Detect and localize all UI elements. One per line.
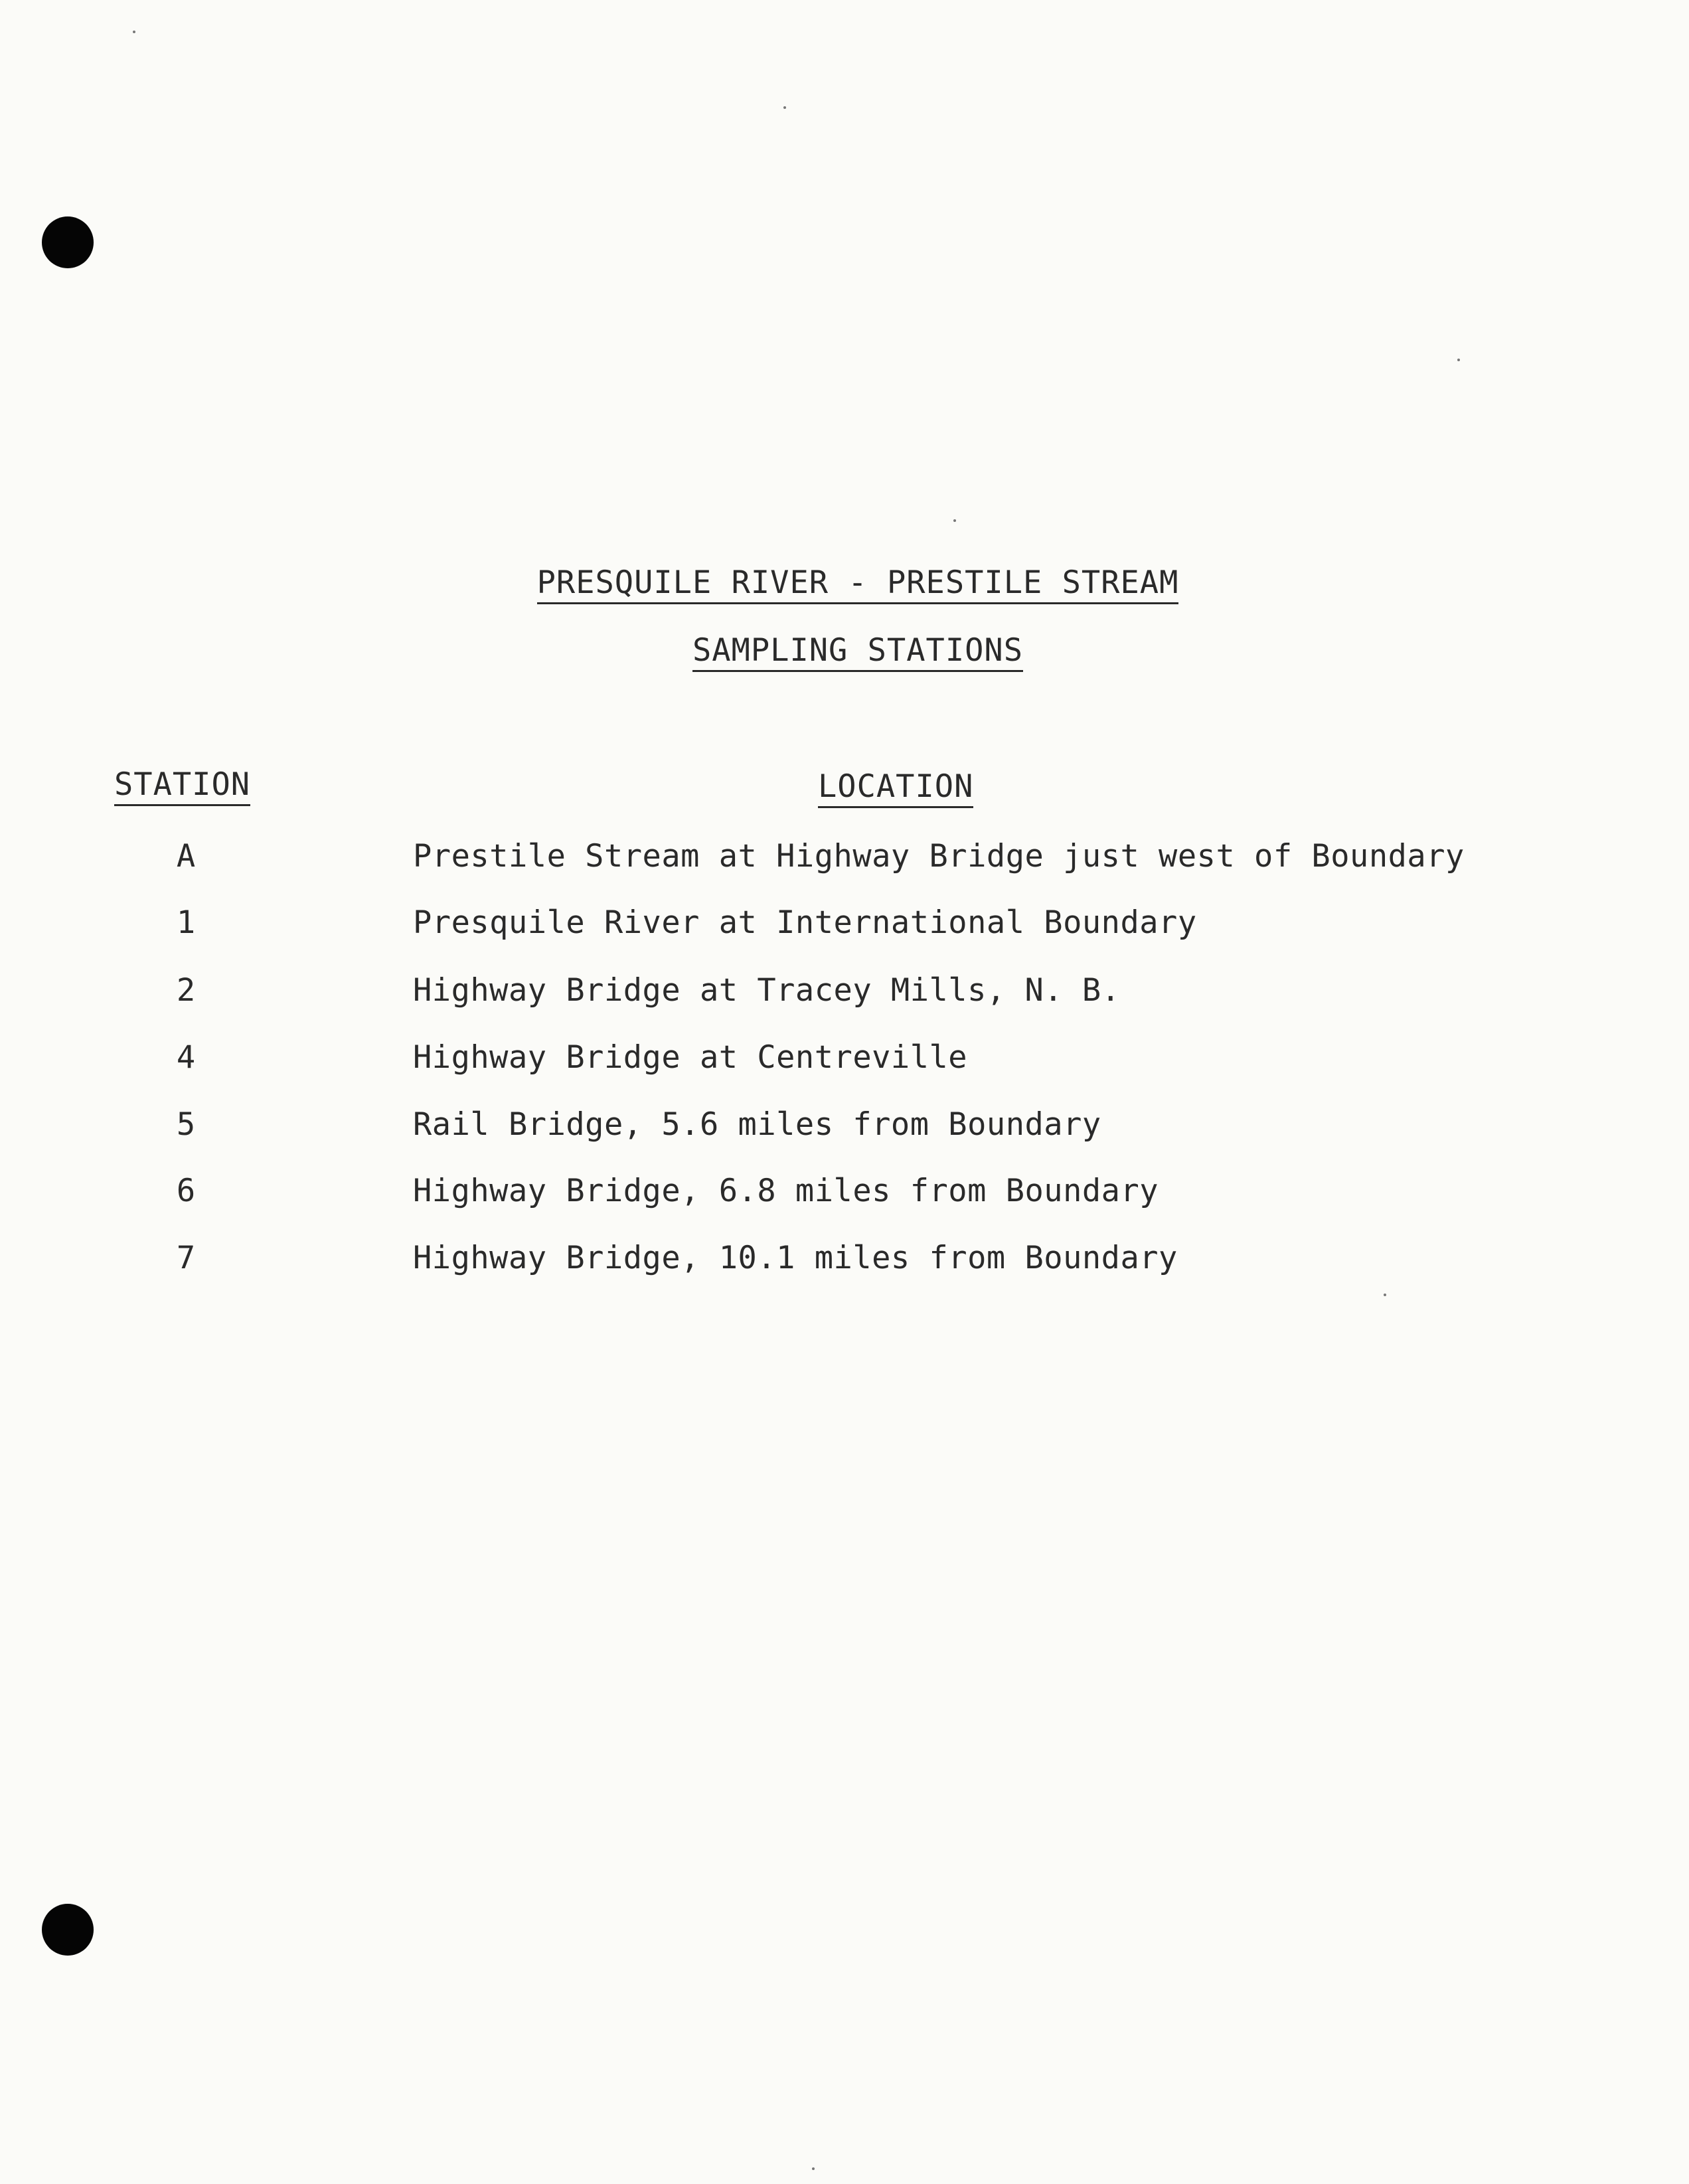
scan-speck	[1457, 359, 1460, 361]
station-id: 5	[176, 1106, 196, 1143]
table-row	[0, 1237, 1689, 1280]
station-location: Highway Bridge at Tracey Mills, N. B.	[413, 972, 1121, 1009]
table-row	[0, 1104, 1689, 1146]
station-location: Rail Bridge, 5.6 miles from Boundary	[413, 1106, 1101, 1143]
location-column-header: LOCATION	[818, 767, 973, 807]
station-id: 1	[176, 904, 196, 941]
station-id: 6	[176, 1173, 196, 1209]
scan-speck	[812, 2167, 815, 2170]
table-row	[0, 1170, 1689, 1213]
scan-speck	[1384, 1294, 1386, 1296]
document-subtitle-text: SAMPLING STATIONS	[692, 632, 1023, 672]
document-subtitle	[13, 631, 1689, 671]
station-id: 2	[176, 972, 196, 1009]
scan-speck	[783, 106, 786, 109]
table-row	[0, 1037, 1689, 1079]
table-row	[0, 969, 1689, 1012]
station-location: Highway Bridge, 10.1 miles from Boundary	[413, 1240, 1178, 1276]
document-title	[13, 563, 1689, 603]
station-location: Highway Bridge at Centreville	[413, 1039, 968, 1076]
station-location: Prestile Stream at Highway Bridge just west of Boundary	[413, 838, 1465, 875]
station-location: Highway Bridge, 6.8 miles from Boundary	[413, 1173, 1159, 1209]
station-id: 4	[176, 1039, 196, 1076]
table-row	[0, 902, 1689, 944]
punch-hole-top	[42, 216, 94, 268]
scan-speck	[953, 519, 956, 522]
station-location: Presquile River at International Boundary	[413, 904, 1197, 941]
document-title-text: PRESQUILE RIVER - PRESTILE STREAM	[537, 564, 1179, 604]
table-row	[0, 835, 1689, 878]
station-id: A	[176, 838, 196, 875]
station-column-header: STATION	[114, 765, 250, 805]
punch-hole-bottom	[42, 1904, 94, 1956]
scan-speck	[133, 31, 135, 33]
station-id: 7	[176, 1240, 196, 1276]
